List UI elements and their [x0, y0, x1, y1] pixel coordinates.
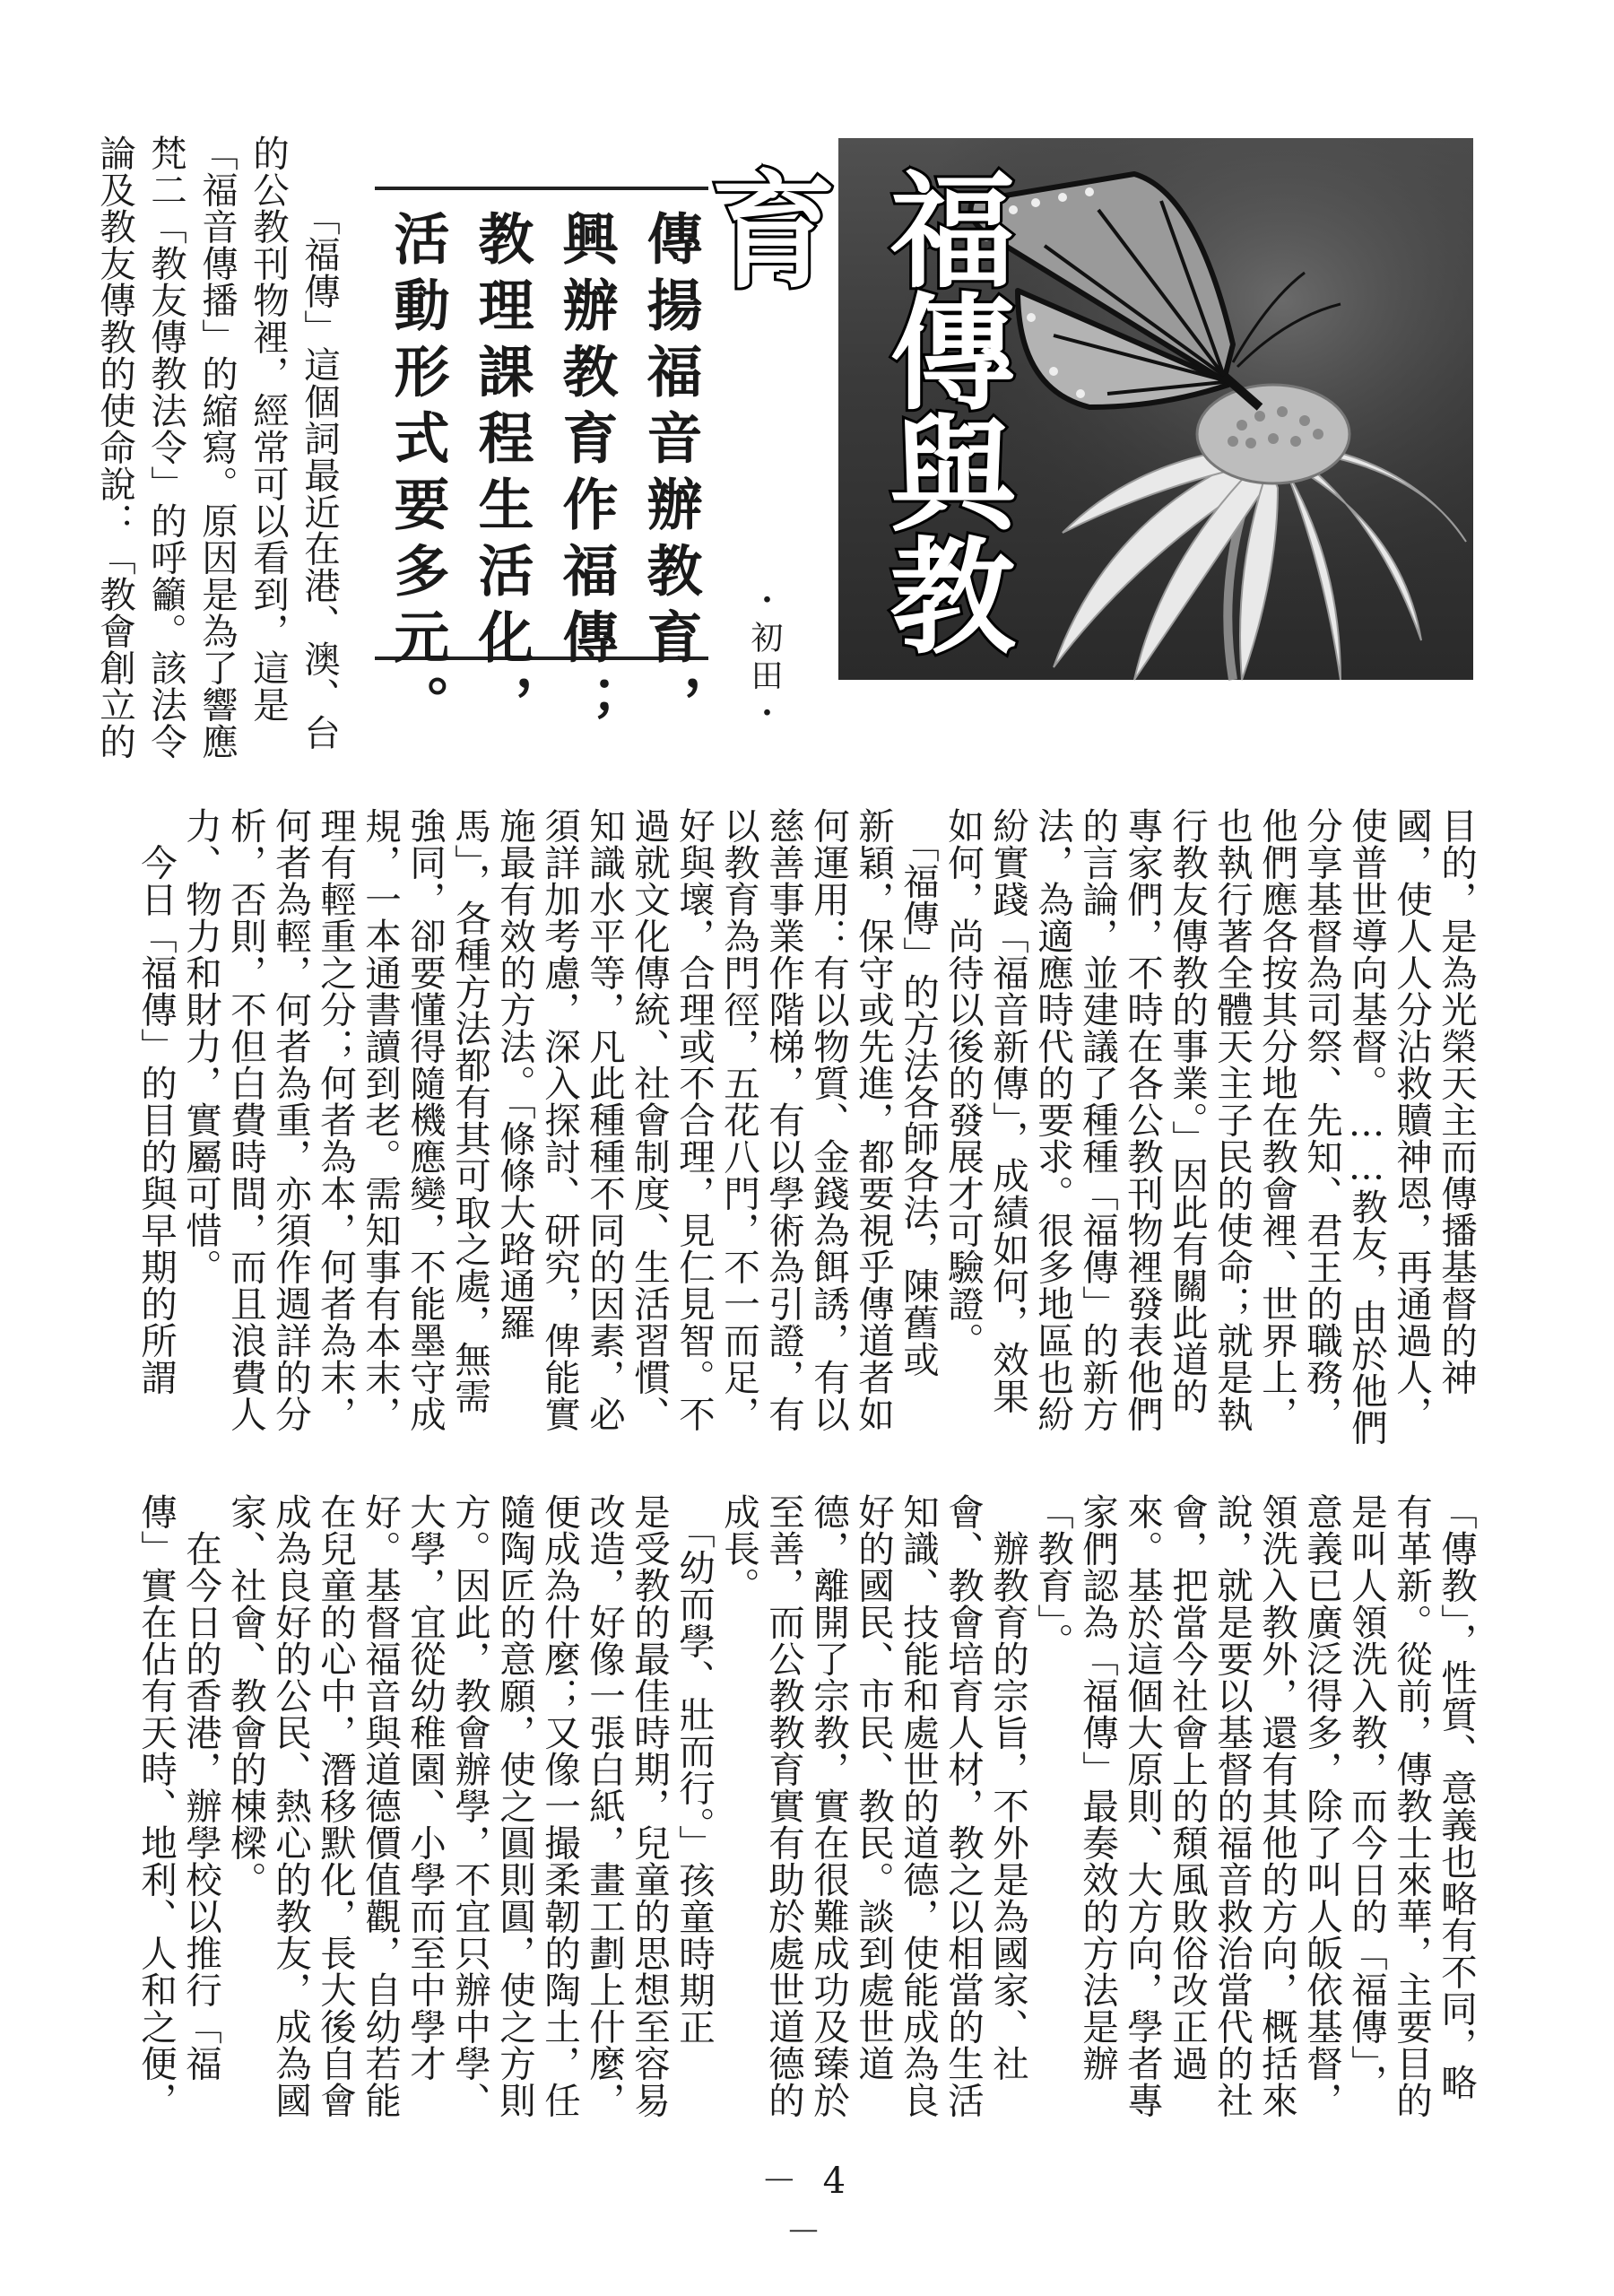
text-column: 在兒童的心中，潛移默化，長大後自會 — [314, 1493, 357, 2118]
text-column: 方。因此，教會辦學，不宜只辦中學、 — [448, 1493, 491, 2118]
text-column: 好與壞，合理或不合理，見仁見智。不 — [672, 807, 716, 1432]
text-column: 力、物力和財力，實屬可惜。 — [179, 807, 222, 1285]
text-column: 會、教會培育人材，教之以相當的生活 — [941, 1493, 985, 2118]
text-column: 國，使人人分沾救贖神恩，再通過人， — [1390, 807, 1433, 1432]
text-column: 今日「福傳」的目的與早期的所謂 — [134, 807, 178, 1396]
title-char: 與 — [869, 409, 1015, 531]
text-column: 成為良好的公民、熱心的教友，成為國 — [269, 1493, 312, 2118]
text-column: 領洗入教外，還有其他的方向，概括來 — [1255, 1493, 1298, 2118]
text-column: 來。基於這個大原則、大方向，學者專 — [1121, 1493, 1164, 2118]
text-column: 論及教友傳教的使命說：「教會創立的 — [93, 135, 136, 760]
text-column: 德，離開了宗教，實在很難成功及臻於 — [807, 1493, 850, 2118]
text-column: 「福傳」的方法各師各法，陳舊或 — [897, 807, 940, 1378]
text-column: 馬」，各種方法都有其可取之處，無需 — [448, 807, 491, 1414]
text-column: 他們應各按其分地在教會裡、世界上， — [1255, 807, 1298, 1432]
text-column: 析，否則，不但白費時間，而且浪費人 — [224, 807, 267, 1432]
text-column: 是叫人領洗入教，而今日的「福傳」， — [1345, 1493, 1388, 2100]
text-column: 大學，宜從幼稚園、小學而至中學才 — [404, 1493, 447, 2082]
text-column: 施最有效的方法。「條條大路通羅 — [493, 807, 536, 1341]
text-column: 理有輕重之分；何者為本，何者為末， — [314, 807, 357, 1432]
slogan-box — [375, 187, 708, 741]
text-column: 「教育」。 — [1031, 1493, 1074, 1659]
text-column: 家們認為「福傳」最奏效的方法是辦 — [1076, 1493, 1119, 2082]
text-column: 如何，尚待以後的發展才可驗證。 — [941, 807, 985, 1359]
text-column: 「幼而學、壯而行。」孩童時期正 — [672, 1493, 716, 2046]
text-column: 梵二「教友傳教法令」的呼籲。該法令 — [144, 135, 187, 760]
text-column: 成長。 — [717, 1493, 760, 1604]
title-char: 育 — [690, 165, 836, 287]
slogan-line: 傳揚福音辦教育， — [638, 210, 703, 741]
text-column: 慈善事業作階梯，有以學術為引證，有 — [762, 807, 805, 1432]
text-column: 在今日的香港，辦學校以推行「福 — [179, 1493, 222, 2082]
text-column: 說，就是要以基督的福音救治當代的社 — [1210, 1493, 1254, 2118]
text-column: 知識、技能和處世的道德，使能成為良 — [897, 1493, 940, 2118]
slogan-line: 活動形式要多元。 — [385, 210, 450, 741]
text-column: 的言論，並建議了種種「福傳」的新方 — [1076, 807, 1119, 1432]
text-column: 會，把當今社會上的頹風敗俗改正過 — [1166, 1493, 1209, 2082]
text-column: 有革新。從前，傳教士來華，主要目的 — [1390, 1493, 1433, 2118]
text-column: 行教友傳教的事業。」因此有關此道的 — [1166, 807, 1209, 1414]
text-column: 傳」實在佔有天時、地利、人和之便， — [134, 1493, 178, 2118]
text-column: 目的，是為光榮天主而傳播基督的神 — [1435, 807, 1478, 1396]
text-column: 法，為適應時代的要求。很多地區也紛 — [1031, 807, 1074, 1432]
text-column: 家、社會、教會的棟樑。 — [224, 1493, 267, 1898]
text-column: 紛實踐「福音新傳」，成績如何，效果 — [986, 807, 1029, 1414]
slogan-line: 興辦教育作福傳； — [553, 210, 619, 741]
text-column: 分享基督為司祭、先知、君王的職務， — [1300, 807, 1343, 1432]
text-column: 好的國民、市民、教民。談到處世道 — [852, 1493, 895, 2082]
page-number: － 4 － — [760, 2161, 854, 2253]
text-column: 「傳教」，性質、意義也略有不同，略 — [1435, 1493, 1478, 2100]
text-column: 至善，而公教教育實有助於處世道德的 — [762, 1493, 805, 2118]
text-column: 隨陶匠的意願，使之圓則圓，使之方則 — [493, 1493, 536, 2118]
text-column: 「福傳」這個詞最近在港、澳、台 — [298, 199, 341, 751]
title-char: 福 — [869, 165, 1015, 287]
text-column: 意義已廣泛得多，除了叫人皈依基督， — [1300, 1493, 1343, 2118]
text-column: 過就文化傳統、社會制度、生活習慣、 — [628, 807, 671, 1432]
text-column: 何運用：有以物質、金錢為餌誘，有以 — [807, 807, 850, 1432]
author-byline: ・初田・ — [746, 583, 783, 734]
text-column: 也執行著全體天主子民的使命；就是執 — [1210, 807, 1254, 1432]
text-column: 新穎，保守或先進，都要視乎傳道者如 — [852, 807, 895, 1432]
text-column: 「福音傳播」的縮寫。原因是為了響應 — [195, 135, 239, 760]
text-column: 使普世導向基督。……教友，由於他們 — [1345, 807, 1388, 1446]
slogan-line: 教理課程生活化， — [469, 210, 534, 741]
title-char: 教 — [869, 531, 1015, 653]
text-column: 好。基督福音與道德價值觀，自幼若能 — [359, 1493, 402, 2118]
text-column: 強同，卻要懂得隨機應變，不能墨守成 — [404, 807, 447, 1432]
text-column: 何者為輕，何者為重，亦須作週詳的分 — [269, 807, 312, 1432]
text-column: 以教育為門徑，五花八門，不一而足， — [717, 807, 760, 1432]
text-column: 知識水平等，凡此種種不同的因素，必 — [583, 807, 626, 1432]
text-column: 專家們，不時在各公教刊物裡發表他們 — [1121, 807, 1164, 1432]
text-column: 是受教的最佳時期，兒童的思想至容易 — [628, 1493, 671, 2118]
text-column: 改造，好像一張白紙，畫工劃上什麼， — [583, 1493, 626, 2118]
text-column: 須詳加考慮，深入探討、研究，俾能實 — [538, 807, 581, 1432]
text-column: 規，一本通書讀到老。需知事有本末， — [359, 807, 402, 1432]
title-char: 傳 — [869, 287, 1015, 409]
text-column: 的公教刊物裡，經常可以看到，這是 — [247, 135, 290, 723]
text-column: 辦教育的宗旨，不外是為國家、社 — [986, 1493, 1029, 2082]
text-column: 便成為什麼；又像一撮柔韌的陶土，任 — [538, 1493, 581, 2118]
